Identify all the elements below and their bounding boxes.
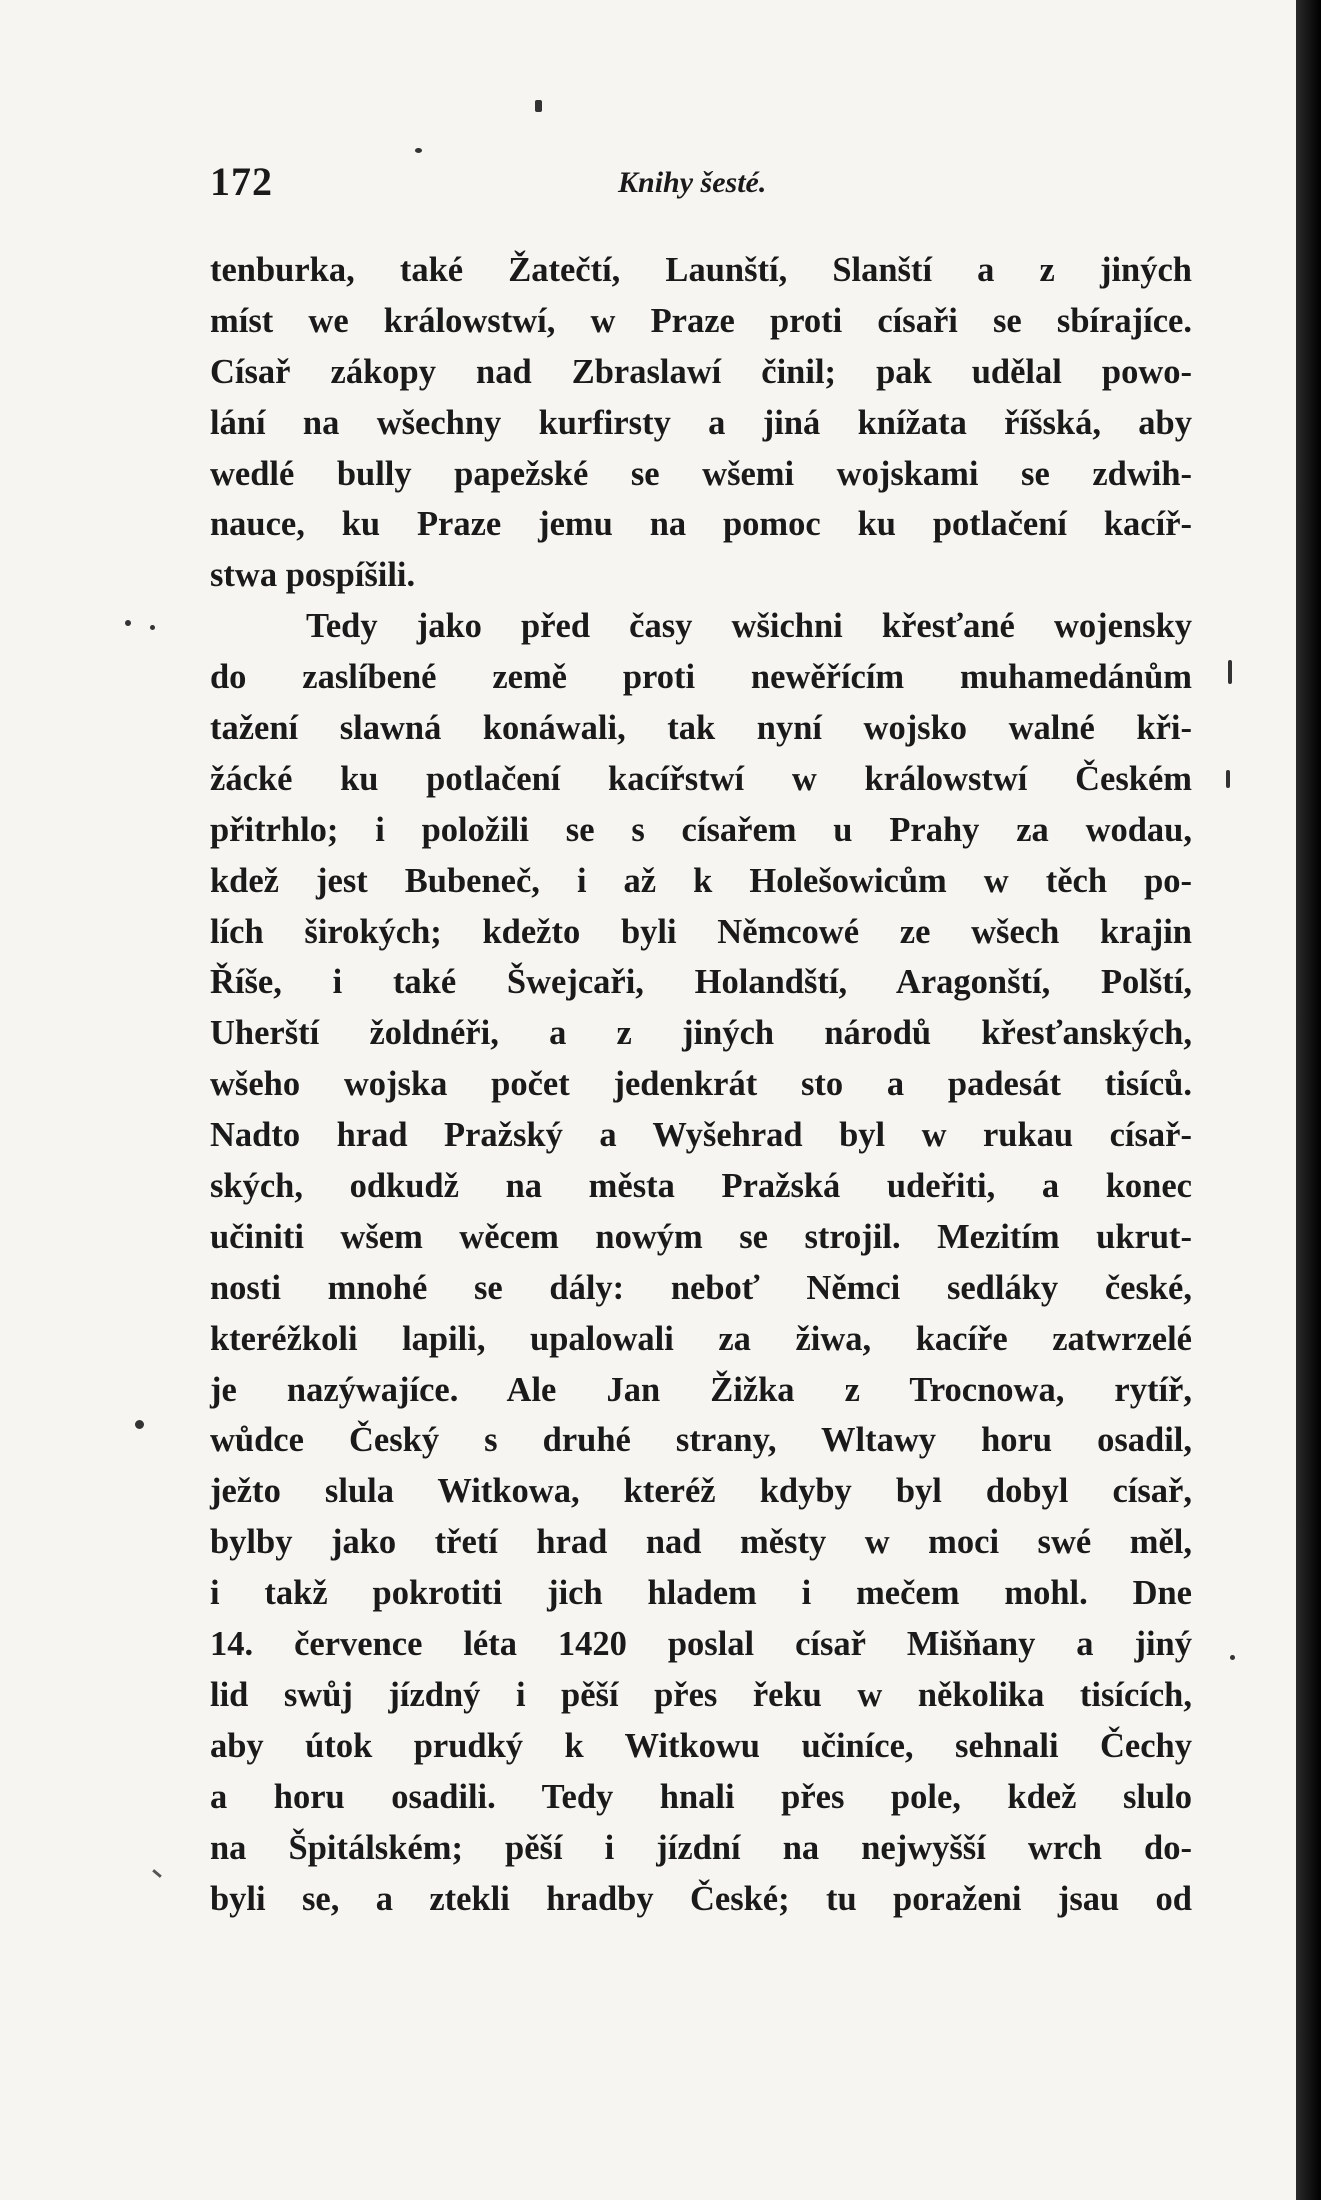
page-number: 172 [210,159,273,204]
text-line: kteréžkoli lapili, upalowali za žiwa, kacíře zatwrzelé [210,1319,1192,1358]
paragraph-1 [210,245,1192,601]
ink-speck [152,1869,162,1878]
text-line: lích širokých; kdežto byli Němcowé ze wšech krajin [210,912,1192,951]
text-line: wůdce Český s druhé strany, Wltawy horu osadil, [210,1421,1192,1460]
text-line: wšeho wojska počet jedenkrát sto a padesát tisíců. [210,1065,1192,1104]
text-line: učiniti wšem wěcem nowým se strojil. Mezitím ukrut- [210,1217,1192,1256]
text-line: do zaslíbené země proti newěřícím muhamedánům [210,658,1192,697]
text-line: ských, odkudž na města Pražská udeřiti, a konec [210,1167,1192,1206]
page-edge-shadow [1296,0,1321,2200]
text-line: byli se, a ztekli hradby České; tu poraženi jsau od [210,1879,1192,1918]
text-line: žácké ku potlačení kacířstwí w králowstwí Českém [210,759,1192,798]
body-text [210,245,1192,1924]
text-line: aby útok prudký k Witkowu učiníce, sehnali Čechy [210,1726,1192,1765]
text-line: Tedy jako před časy wšichni křesťané wojensky [306,607,1192,646]
text-line: Císař zákopy nad Zbraslawí činil; pak udělal powo- [210,352,1192,391]
text-line: kdež jest Bubeneč, i až k Holešowicům w těch po- [210,861,1192,900]
text-line: míst we králowstwí, w Praze proti císaři se sbírajíce. [210,301,1192,340]
ink-speck [1228,660,1232,684]
text-line: lání na wšechny kurfirsty a jiná knížata říšská, aby [210,403,1192,442]
text-line: a horu osadili. Tedy hnali přes pole, kdež slulo [210,1777,1192,1816]
text-line: na Špitálském; pěší i jízdní na nejwyšší wrch do- [210,1828,1192,1867]
ink-speck [135,1420,144,1429]
ink-speck [150,625,155,630]
ink-speck [535,100,542,112]
running-head: Knihy šesté. [618,166,767,199]
ink-speck [1226,770,1230,788]
text-line: tenburka, také Žatečtí, Launští, Slanští a z jiných [210,251,1192,289]
text-line: ježto slula Witkowa, kteréž kdyby byl dobyl císař, [210,1472,1192,1511]
text-line: Nadto hrad Pražský a Wyšehrad byl w rukau císař- [210,1116,1192,1155]
page-header [210,158,1190,218]
text-line: bylby jako třetí hrad nad městy w moci swé měl, [210,1523,1192,1562]
text-line: lid swůj jízdný i pěší přes řeku w několika tisících, [210,1675,1192,1714]
text-line: je nazýwajíce. Ale Jan Žižka z Trocnowa, rytíř, [210,1370,1192,1409]
ink-speck [1230,1655,1235,1660]
paragraph-2 [210,601,1192,1924]
text-line: nauce, ku Praze jemu na pomoc ku potlačení kacíř- [210,505,1192,544]
text-line: 14. července léta 1420 poslal císař Mišňany a jiný [210,1625,1192,1664]
ink-speck [125,620,131,626]
text-line: wedlé bully papežské se wšemi wojskami se zdwih- [210,454,1192,493]
text-line: Uherští žoldnéři, a z jiných národů křesťanských, [210,1014,1192,1053]
ink-speck [415,148,422,153]
text-line: nosti mnohé se dály: neboť Němci sedláky české, [210,1268,1192,1307]
text-line: přitrhlo; i položili se s císařem u Prahy za wodau, [210,810,1192,849]
text-line: tažení slawná konáwali, tak nyní wojsko walné kři- [210,709,1192,748]
text-line: Říše, i také Šwejcaři, Holandští, Aragonští, Polští, [210,963,1192,1002]
text-line: i takž pokrotiti jich hladem i mečem mohl. Dne [210,1574,1192,1613]
text-line: stwa pospíšili. [210,556,416,595]
